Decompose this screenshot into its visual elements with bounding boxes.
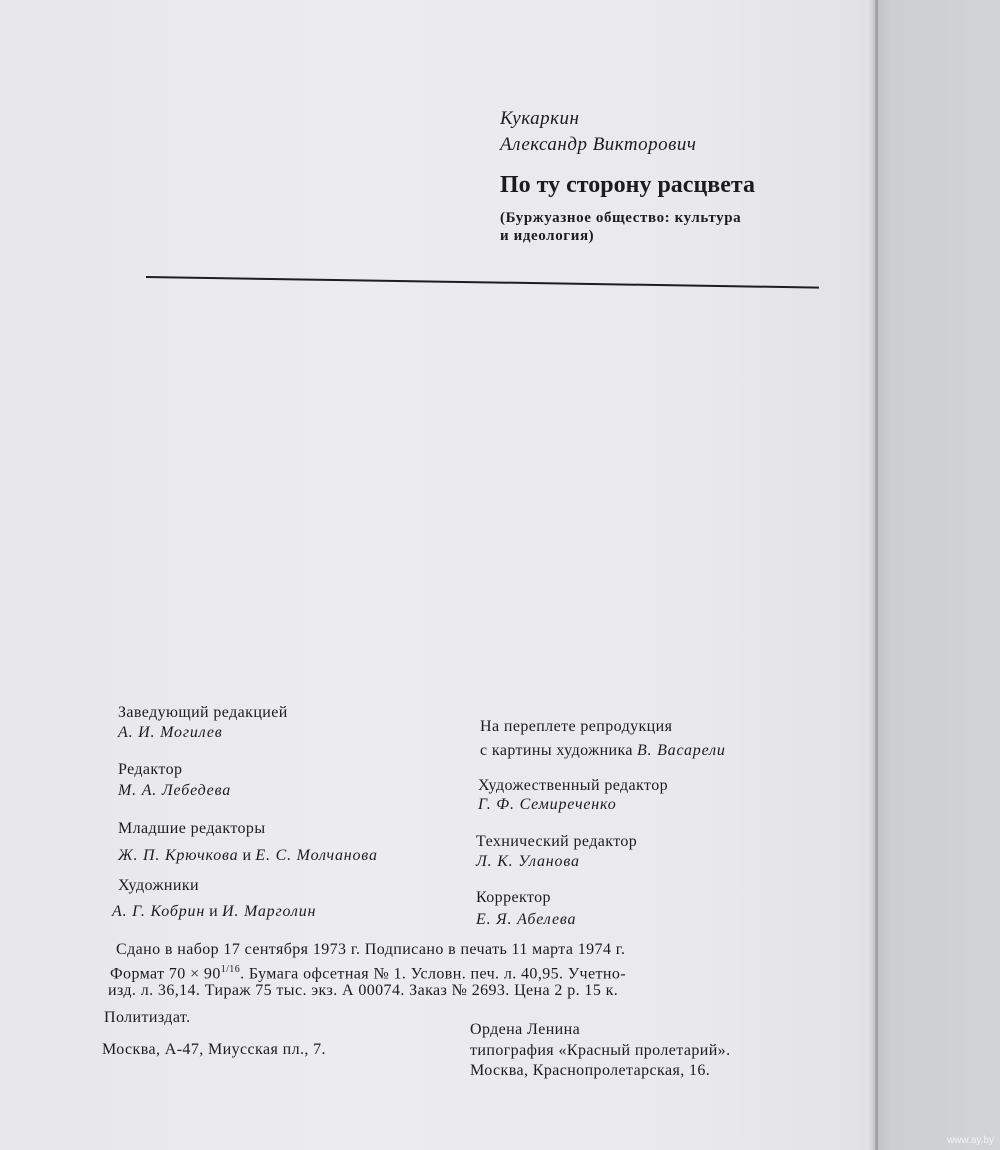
printer-line: Москва, Краснопролетарская, 16. [470, 1062, 711, 1079]
credit-name: В. Васарели [636, 742, 726, 759]
credit-name: Е. Я. Абелева [476, 911, 577, 928]
credit-names-line [480, 742, 726, 760]
credit-names-line [118, 847, 378, 865]
credit-role: Заведующий редакцией [118, 704, 288, 721]
credit-name: И. Марголин [222, 903, 317, 920]
credit-role: На переплете репродукция [480, 718, 673, 735]
credit-name: М. А. Лебедева [118, 782, 232, 799]
credit-names-line [112, 903, 316, 921]
printer-line: типография «Красный пролетарий». [470, 1042, 731, 1059]
credit-conjunction: и [242, 847, 252, 864]
credit-role: Корректор [476, 889, 551, 906]
printer-line: Ордена Ленина [470, 1021, 581, 1038]
credit-role: Младшие редакторы [118, 820, 266, 837]
imprint-line: Сдано в набор 17 сентября 1973 г. Подписано в печать 11 марта 1974 г. [116, 941, 626, 958]
author-given-names: Александр Викторович [500, 134, 697, 155]
credit-name: Л. К. Уланова [476, 853, 580, 870]
credit-conjunction: и [209, 903, 219, 920]
credit-prefix: с картины художника [480, 742, 633, 759]
book-subtitle-line1: (Буржуазное общество: культура [500, 210, 742, 226]
author-surname: Кукаркин [500, 108, 580, 129]
credit-role: Художники [118, 877, 199, 894]
credit-role: Технический редактор [476, 833, 638, 850]
credit-name: Е. С. Молчанова [255, 847, 378, 864]
publisher-address: Москва, А-47, Миусская пл., 7. [102, 1041, 326, 1058]
facing-page-edge [875, 0, 1000, 1150]
imprint-line: изд. л. 36,14. Тираж 75 тыс. экз. А 00074. Заказ № 2693. Цена 2 р. 15 к. [108, 982, 619, 999]
publisher-name: Политиздат. [104, 1009, 191, 1026]
title-rule [146, 276, 819, 289]
book-title: По ту сторону расцвета [500, 172, 755, 198]
watermark: www.ay.by [946, 1135, 994, 1146]
credit-name: А. Г. Кобрин [112, 903, 206, 920]
credit-role: Художественный редактор [478, 777, 668, 794]
book-subtitle-line2: и идеология) [500, 228, 595, 244]
credit-name: Г. Ф. Семиреченко [478, 796, 617, 813]
credit-role: Редактор [118, 761, 183, 778]
imprint-format: Формат 70 × 90 [110, 965, 221, 983]
page-gutter-shadow [868, 0, 878, 1150]
credit-name: Ж. П. Крючкова [118, 847, 239, 864]
credit-name: А. И. Могилев [118, 724, 223, 741]
imprint-paper: . Бумага офсетная № 1. Условн. печ. л. 40,95. Учетно- [240, 965, 626, 983]
imprint-format-fraction: 1/16 [220, 964, 241, 975]
